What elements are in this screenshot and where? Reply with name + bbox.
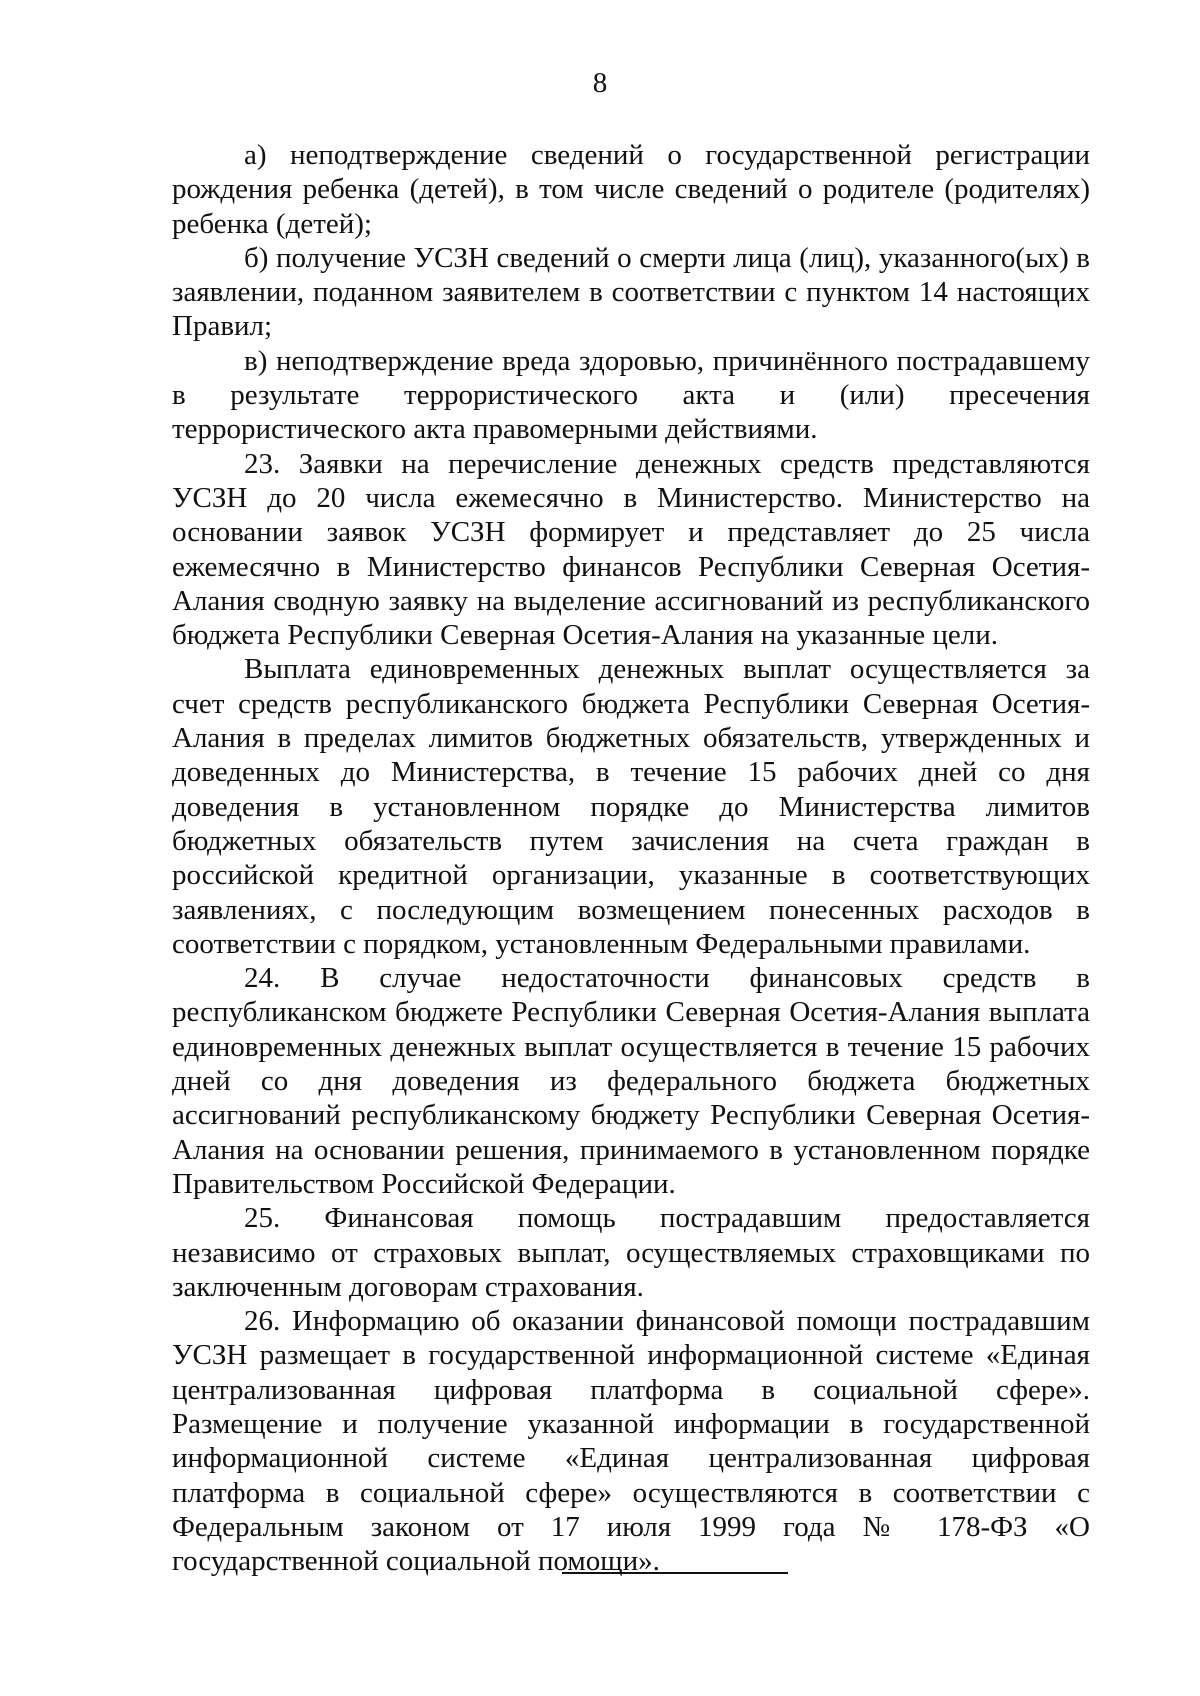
paragraph-23: 23. Заявки на перечисление денежных средств представляются УСЗН до 20 числа ежемесячно в Министерство. Министерство на основании заявок УСЗН формирует и представляет до 25 числа ежемесячно в Министерство финансов Республики Северная Осетия-Алания сводную заявку на выделение ассигнований из республиканского бюджета Республики Северная Осетия-Алания на указанные цели.	[172, 447, 1090, 652]
paragraph-v: в) неподтверждение вреда здоровью, причинённого пострадавшему в результате террористического акта и (или) пресечения террористического акта правомерными действиями.	[172, 344, 1090, 446]
paragraph-a: а) неподтверждение сведений о государственной регистрации рождения ребенка (детей), в том числе сведений о родителе (родителях) ребенка (детей);	[172, 139, 1090, 240]
paragraph-25: 25. Финансовая помощь пострадавшим предоставляется независимо от страховых выплат, осуществляемых страховщиками по заключенным договорам страхования.	[172, 1202, 1090, 1303]
paragraph-24: 24. В случае недостаточности финансовых средств в республиканском бюджете Республики Северная Осетия-Алания выплата единовременных денежных выплат осуществляется в течение 15 рабочих дней со дня доведения из федерального бюджета бюджетных ассигнований республиканскому бюджету Республики Северная Осетия-Алания на основании решения, принимаемого в установленном порядке Правительством Российской Федерации.	[172, 962, 1090, 1200]
paragraph-26: 26. Информацию об оказании финансовой помощи пострадавшим УСЗН размещает в государственной информационной системе «Единая централизованная цифровая платформа в социальной сфере». Размещение и получение указанной информации в государственной информационной системе «Единая централизованная цифровая платформа в социальной сфере» осуществляются в соответствии с Федеральным законом от 17 июля 1999 года № 178-ФЗ «О государственной социальной помощи».	[172, 1305, 1090, 1578]
end-of-document-rule	[562, 1572, 788, 1574]
paragraph-b: б) получение УСЗН сведений о смерти лица (лиц), указанного(ых) в заявлении, поданном заявителем в соответствии с пунктом 14 настоящих Правил;	[172, 241, 1090, 343]
paragraph-payment: Выплата единовременных денежных выплат осуществляется за счет средств республиканского бюджета Республики Северная Осетия-Алания в пределах лимитов бюджетных обязательств, утвержденных и доведенных до Министерства, в течение 15 рабочих дней со дня доведения в установленном порядке до Министерства лимитов бюджетных обязательств путем зачисления на счета граждан в российской кредитной организации, указанные в соответствующих заявлениях, с последующим возмещением понесенных расходов в соответствии с порядком, установленным Федеральными правилами.	[172, 653, 1090, 960]
document-body	[172, 138, 1090, 1578]
page-number: 8	[592, 67, 608, 99]
